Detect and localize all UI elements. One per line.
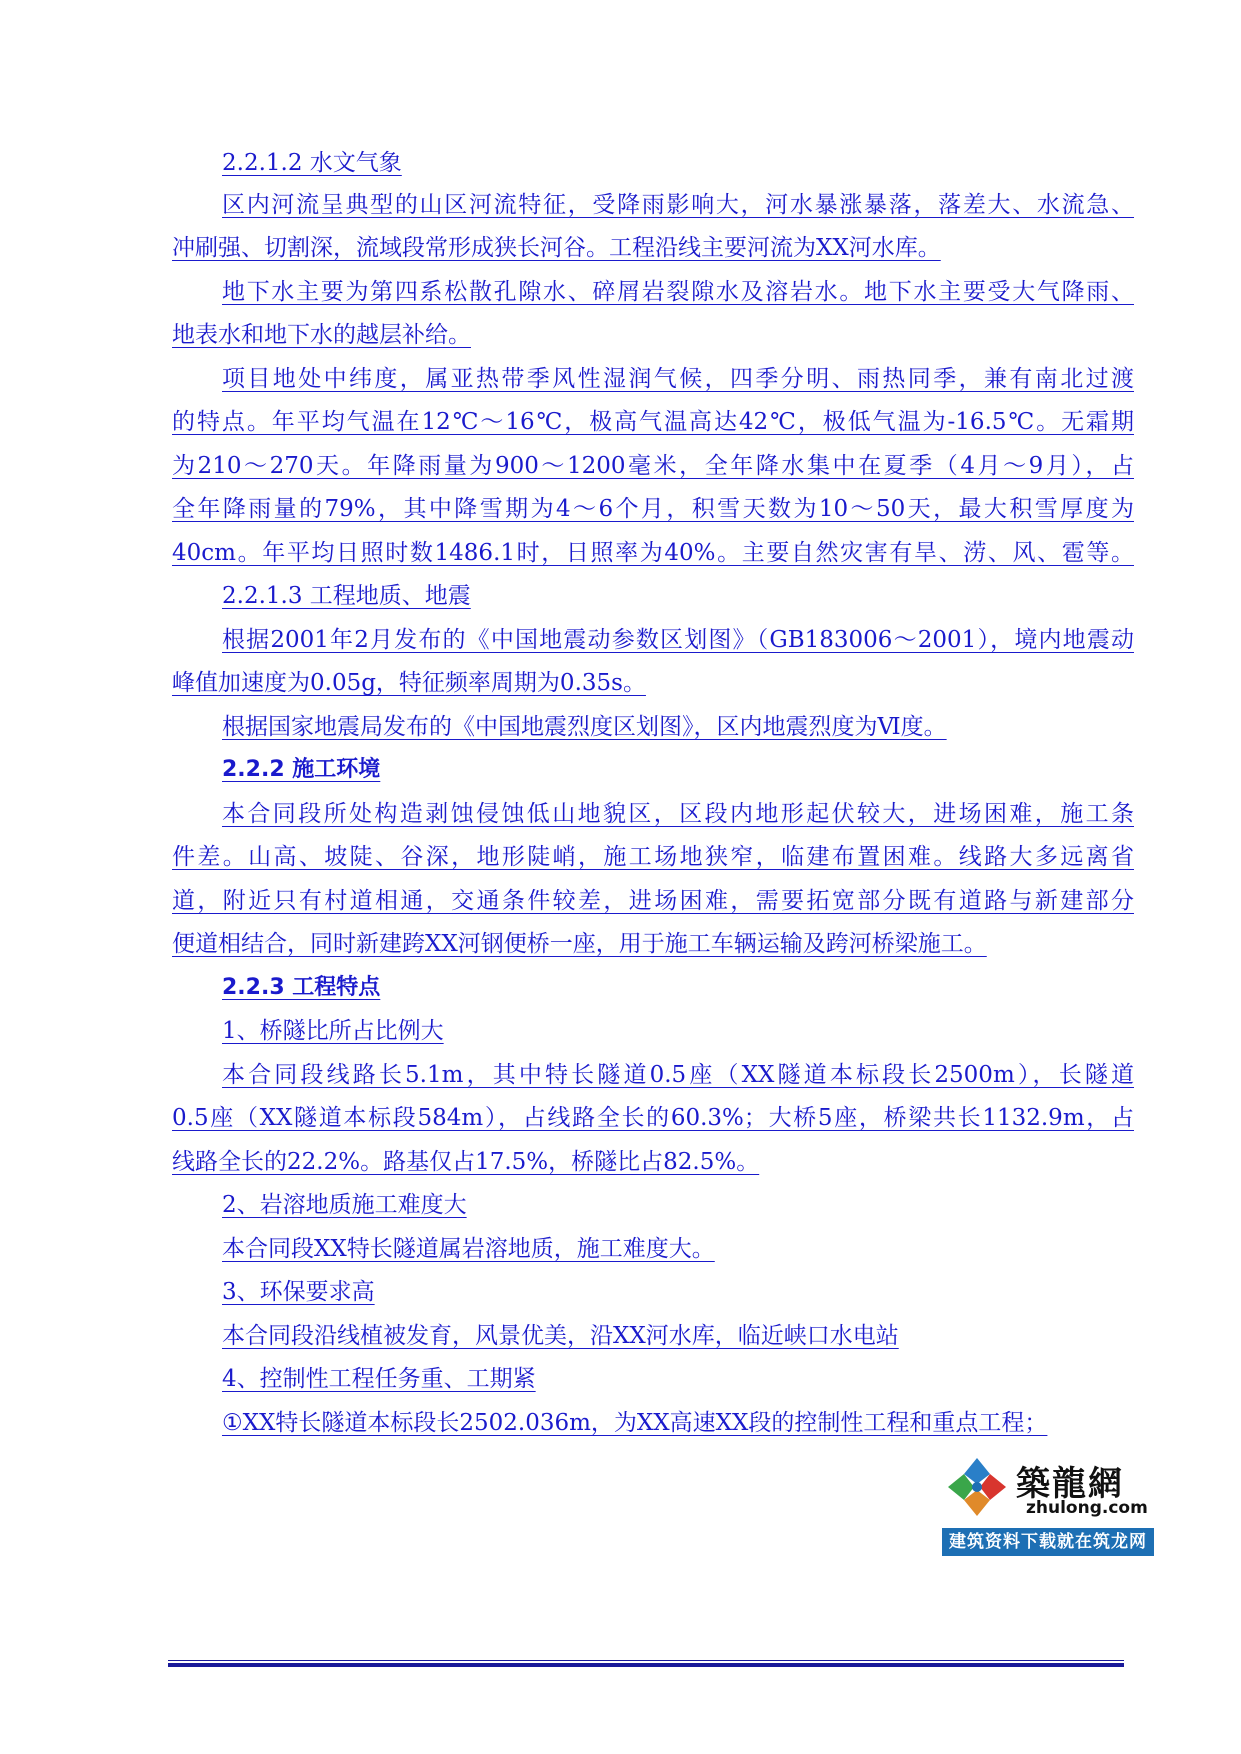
logo-slogan: 建筑资料下载就在筑龙网 (942, 1528, 1154, 1556)
paragraph-line: 地表水和地下水的越层补给。 (172, 322, 471, 348)
paragraph-line: 道，附近只有村道相通，交通条件较差，进场困难，需要拓宽部分既有道路与新建部分 (172, 888, 1134, 914)
list-item-heading: 2、岩溶地质施工难度大 (222, 1192, 467, 1218)
footer-divider-thick (168, 1663, 1124, 1667)
zhulong-logo-icon (946, 1456, 1008, 1518)
zhulong-watermark-logo (942, 1450, 1154, 1562)
paragraph-line: 地下水主要为第四系松散孔隙水、碎屑岩裂隙水及溶岩水。地下水主要受大气降雨、 (222, 279, 1134, 305)
paragraph-line: 区内河流呈典型的山区河流特征，受降雨影响大，河水暴涨暴落，落差大、水流急、 (222, 192, 1134, 218)
heading-geology: 2.2.1.3 工程地质、地震 (222, 583, 471, 609)
paragraph-line: 0.5座（XX隧道本标段584m），占线路全长的60.3%；大桥5座，桥梁共长1132.9m，占 (172, 1105, 1134, 1131)
paragraph-line: 本合同段线路长5.1m，其中特长隧道0.5座（XX隧道本标段长2500m），长隧道 (222, 1062, 1134, 1088)
list-item-heading: 3、环保要求高 (222, 1279, 375, 1305)
list-item-heading: 4、控制性工程任务重、工期紧 (222, 1366, 536, 1392)
paragraph-line: 峰值加速度为0.05g，特征频率周期为0.35s。 (172, 670, 646, 696)
logo-name: 築龍網 (1016, 1464, 1124, 1504)
paragraph-line: 冲刷强、切割深，流域段常形成狭长河谷。工程沿线主要河流为XX河水库。 (172, 235, 941, 261)
paragraph-line: 根据2001年2月发布的《中国地震动参数区划图》（GB183006～2001），境内地震动 (222, 627, 1134, 653)
list-item-heading: 1、桥隧比所占比例大 (222, 1018, 444, 1044)
paragraph-line: 根据国家地震局发布的《中国地震烈度区划图》，区内地震烈度为Ⅵ度。 (222, 714, 947, 740)
paragraph-line: 件差。山高、坡陡、谷深，地形陡峭，施工场地狭窄，临建布置困难。线路大多远离省 (172, 844, 1134, 870)
paragraph-line: 为210～270天。年降雨量为900～1200毫米，全年降水集中在夏季（4月～9月），占 (172, 453, 1134, 479)
paragraph-line: 便道相结合，同时新建跨XX河钢便桥一座，用于施工车辆运输及跨河桥梁施工。 (172, 931, 987, 957)
footer-divider (168, 1660, 1124, 1661)
paragraph-line: 本合同段所处构造剥蚀侵蚀低山地貌区，区段内地形起伏较大，进场困难，施工条 (222, 801, 1134, 827)
paragraph-line: 项目地处中纬度，属亚热带季风性湿润气候，四季分明、雨热同季，兼有南北过渡 (222, 366, 1134, 392)
paragraph-line: 全年降雨量的79%，其中降雪期为4～6个月，积雪天数为10～50天，最大积雪厚度为 (172, 496, 1134, 522)
logo-domain: zhulong.com (1026, 1498, 1148, 1518)
heading-hydrology: 2.2.1.2 水文气象 (222, 150, 402, 176)
heading-project-features: 2.2.3 工程特点 (222, 975, 381, 1000)
paragraph-line: 本合同段沿线植被发育，风景优美，沿XX河水库，临近峡口水电站 (222, 1323, 899, 1349)
paragraph-line: ①XX特长隧道本标段长2502.036m，为XX高速XX段的控制性工程和重点工程； (222, 1410, 1048, 1436)
paragraph-line: 线路全长的22.2%。路基仅占17.5%，桥隧比占82.5%。 (172, 1149, 760, 1175)
heading-construction-environment: 2.2.2 施工环境 (222, 757, 381, 782)
paragraph-line: 40cm。年平均日照时数1486.1时，日照率为40%。主要自然灾害有旱、涝、风、雹等。 (172, 540, 1134, 566)
paragraph-line: 的特点。年平均气温在12℃～16℃，极高气温高达42℃，极低气温为-16.5℃。无霜期 (172, 409, 1134, 435)
paragraph-line: 本合同段XX特长隧道属岩溶地质，施工难度大。 (222, 1236, 715, 1262)
